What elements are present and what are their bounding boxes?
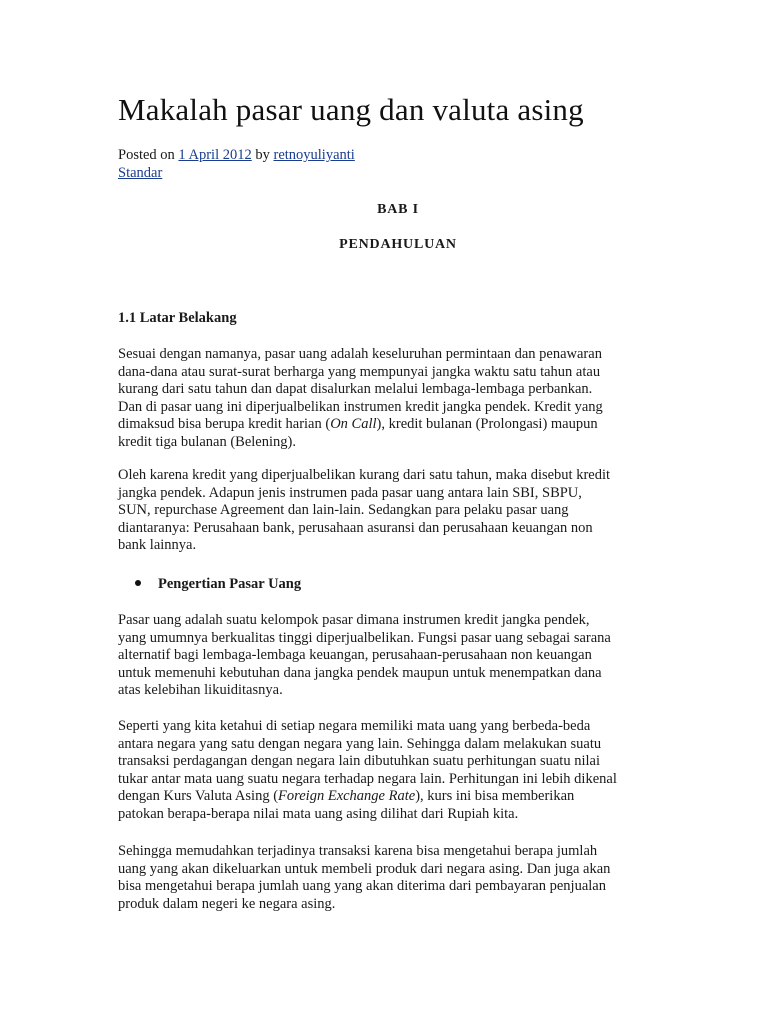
posted-prefix: Posted on	[118, 147, 179, 163]
text-line: Sesuai dengan namanya, pasar uang adalah keseluruhan permintaan dan penawaran	[118, 346, 602, 362]
paragraph-4	[118, 718, 678, 824]
text-line: tukar antar mata uang suatu negara terhadap negara lain. Perhitungan ini lebih dikenal	[118, 770, 617, 787]
text-line: alternatif bagi lembaga-lembaga keuangan, perusahaan-perusahaan non keuangan	[118, 647, 592, 664]
text-line: antara negara yang satu dengan negara yang lain. Sehingga dalam melakukan suatu	[118, 735, 602, 752]
text-line: atas kelebihan likuiditasnya.	[118, 682, 283, 699]
italic-term: Foreign Exchange Rate	[278, 788, 416, 805]
text-run: dengan Kurs Valuta Asing (	[118, 788, 279, 805]
text-line: uang yang akan dikeluarkan untuk membeli produk dari negara asing. Dan juga akan	[118, 860, 611, 877]
text-line: Pasar uang adalah suatu kelompok pasar dimana instrumen kredit jangka pendek,	[118, 612, 590, 628]
section-heading: 1.1 Latar Belakang	[118, 310, 237, 326]
chapter-heading: BAB I	[377, 202, 419, 217]
by-text: by	[251, 147, 274, 163]
category-link[interactable]: Standar	[118, 165, 163, 181]
text-line: Oleh karena kredit yang diperjualbelikan kurang dari satu tahun, maka disebut kredit	[118, 467, 611, 483]
text-line: jangka pendek. Adapun jenis instrumen pada pasar uang antara lain SBI, SBPU,	[118, 484, 582, 501]
bullet-icon	[135, 580, 141, 586]
paragraph-2	[118, 467, 678, 555]
text-line: Seperti yang kita ketahui di setiap negara memiliki mata uang yang berbeda-beda	[118, 718, 591, 734]
posted-line	[118, 146, 355, 164]
text-line: patokan berapa-berapa nilai mata uang asing dilihat dari Rupiah kita.	[118, 805, 519, 822]
bullet-label: Pengertian Pasar Uang	[158, 576, 302, 592]
author-link[interactable]: retnoyuliyanti	[273, 147, 355, 163]
post-title: Makalah pasar uang dan valuta asing	[118, 92, 584, 127]
text-line: Sehingga memudahkan terjadinya transaksi karena bisa mengetahui berapa jumlah	[118, 843, 598, 859]
text-run: dimaksud bisa berupa kredit harian (	[118, 416, 331, 433]
text-line: yang umumnya berkualitas tinggi diperjualbelikan. Fungsi pasar uang sebagai sarana	[118, 629, 611, 646]
text-line: transaksi perdagangan dengan negara lain dibutuhkan suatu perhitungan suatu nilai	[118, 753, 600, 770]
text-line: dana-dana atau surat-surat berharga yang mempunyai jangka waktu satu tahun atau	[118, 363, 601, 380]
text-line: diantaranya: Perusahaan bank, perusahaan asuransi dan perusahaan keuangan non	[118, 519, 593, 536]
paragraph-3	[118, 612, 678, 700]
post-meta	[118, 146, 355, 182]
chapter-title: PENDAHULUAN	[339, 237, 457, 252]
text-line	[118, 416, 678, 434]
paragraph-1	[118, 346, 678, 452]
text-line: untuk memenuhi kebutuhan dana jangka pendek maupun untuk menempatkan dana	[118, 664, 602, 681]
text-run: ), kredit bulanan (Prolongasi) maupun	[376, 416, 598, 433]
text-line: Dan di pasar uang ini diperjualbelikan instrumen kredit jangka pendek. Kredit yang	[118, 398, 603, 415]
text-line: kredit tiga bulanan (Belening).	[118, 433, 296, 450]
text-line: produk dalam negeri ke negara asing.	[118, 895, 336, 912]
text-line	[118, 788, 678, 806]
bullet-item	[118, 576, 301, 593]
italic-term: On Call	[330, 416, 377, 433]
text-line: bisa mengetahui berapa jumlah uang yang akan diterima dari pembayaran penjualan	[118, 878, 606, 895]
text-run: ), kurs ini bisa memberikan	[415, 788, 575, 805]
paragraph-5	[118, 843, 678, 913]
text-line: bank lainnya.	[118, 537, 197, 554]
text-line: kurang dari satu tahun dan dapat disalurkan melalui lembaga-lembaga perbankan.	[118, 381, 593, 398]
post-date-link[interactable]: 1 April 2012	[178, 147, 252, 163]
text-line: SUN, repurchase Agreement dan lain-lain. Sedangkan para pelaku pasar uang	[118, 502, 569, 519]
